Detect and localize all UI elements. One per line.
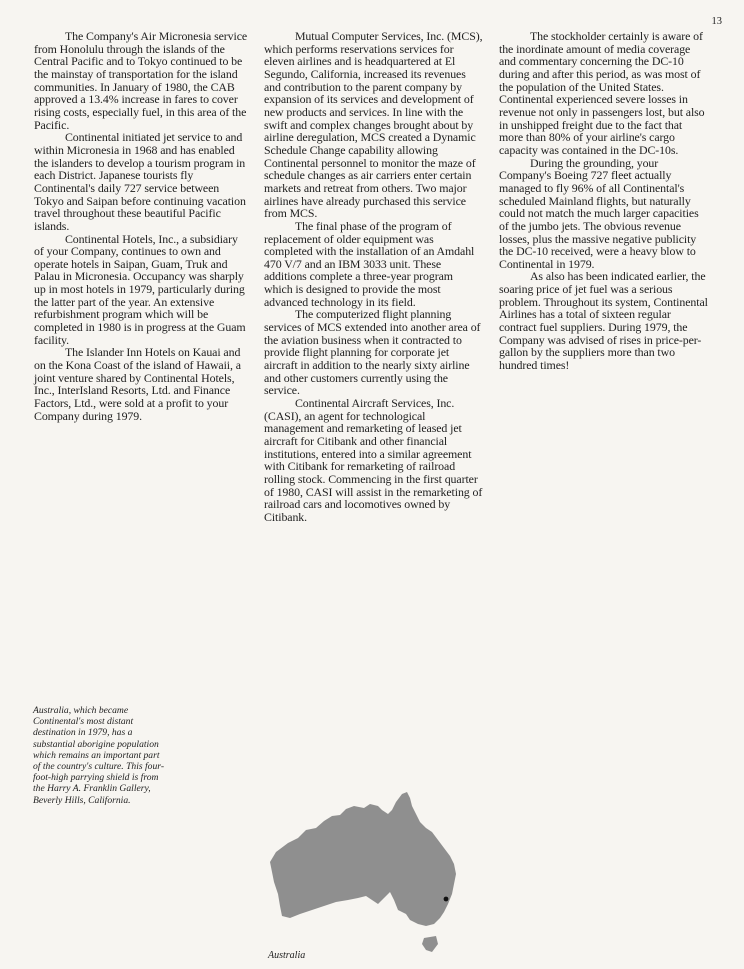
paragraph-dc10-coverage: The stockholder certainly is aware of the inordinate amount of media coverage and commentary concerning the DC-10 during and after this period, as was most of the population of the United States. Continental experienced severe losses in revenue not only in passengers lost, but also in unshipped freight due to the fact that more than 80% of your airline's cargo capacity was contained in the DC-10s. [499,29,705,157]
paragraph-flight-planning: The computerized flight planning services of MCS extended into another area of the aviation business when it contracted to provide flight planning for corporate jet aircraft in addition to the nearly sixty airline and other customers currently using the service. [264,307,481,398]
paragraph-continental-hotels: Continental Hotels, Inc., a subsidiary of your Company, continues to own and operate hotels in Saipan, Guam, Truk and Palau in Micronesia. Occupancy was sharply up in most hotels in 1979, particularly during the latter part of the year. An extensive refurbishment program which will be completed in 1980 is in progress at the Guam facility. [34,231,246,347]
australia-map [266,788,476,958]
text-column-left [34,30,248,422]
page-number: 13 [711,16,722,27]
image-caption: Australia, which became Continental's most distant destination in 1979, has a substantial aborigine population which remains an important part of the country's culture. This four-foot-high parrying shield is from the Harry A. Franklin Gallery, Beverly Hills, California. [33,705,165,806]
paragraph-casi: Continental Aircraft Services, Inc. (CASI), an agent for technological management and remarketing of leased jet aircraft for Citibank and other financial institutions, entered into a similar agreement with Citibank for remarketing of railroad rolling stock. Commencing in the first quarter of 1980, CASI will assist in the remarketing of railroad cars and locomotives owned by Citibank. [264,396,483,524]
paragraph-micronesia-jet-service: Continental initiated jet service to and within Micronesia in 1968 and has enabled the islanders to develop a tourism program in each District. Japanese tourists fly Continental's daily 727 service between Tokyo and Saipan before continuing vacation travel throughout these beautiful Pacific islands. [34,130,246,233]
text-column-right [499,30,709,372]
tasmania [422,936,438,952]
paragraph-islander-inn: The Islander Inn Hotels on Kauai and on the Kona Coast of the island of Hawaii, a joint venture shared by Continental Hotels, Inc., InterIsland Resorts, Ltd. and Finance Factors, Ltd., were sold at a profit to your Company during 1979. [34,345,241,423]
paragraph-mcs: Mutual Computer Services, Inc. (MCS), which performs reservations services for eleven airlines and is headquartered at El Segundo, California, increased its revenues and contribution to the parent company by expansion of its services and development of new products and services. In line with the swift and complex changes brought about by airline deregulation, MCS created a Dynamic Schedule Change capability allowing Continental personnel to monitor the maze of schedule changes as air carriers enter certain markets and retreat from others. Two major airlines have already purchased this service from MCS. [264,29,483,221]
paragraph-air-micronesia: The Company's Air Micronesia service from Honolulu through the islands of the Central Pacific and to Tokyo continued to be the mainstay of transportation for the island communities. In January of 1980, the CAB approved a 13.4% increase in fares to cover rising costs, especially fuel, in this area of the Pacific. [34,29,248,132]
sydney-marker [444,897,449,902]
australia-landmass [270,792,456,926]
text-column-middle [264,30,484,524]
map-caption: Australia [268,950,306,961]
paragraph-jet-fuel: As also has been indicated earlier, the soaring price of jet fuel was a serious problem. Throughout its system, Continental Airlines has a total of sixteen regular contract fuel suppliers. During 1979, the Company was advised of rises in price-per-gallon by the suppliers more than two hundred times! [499,269,708,373]
australia-map-icon [266,788,476,958]
paragraph-equipment-replacement: The final phase of the program of replacement of older equipment was completed with the installation of an Amdahl 470 V/7 and an IBM 3033 unit. These additions complete a three-year program which is designed to provide the most advanced technology in its field. [264,218,475,309]
paragraph-grounding: During the grounding, your Company's Boeing 727 fleet actually managed to fly 96% of all Continental's scheduled Mainland flights, but naturally could not match the much larger capacities of the jumbo jets. The obvious revenue losses, plus the massive negative publicity the DC-10 received, were a heavy blow to Continental in 1979. [499,155,699,271]
